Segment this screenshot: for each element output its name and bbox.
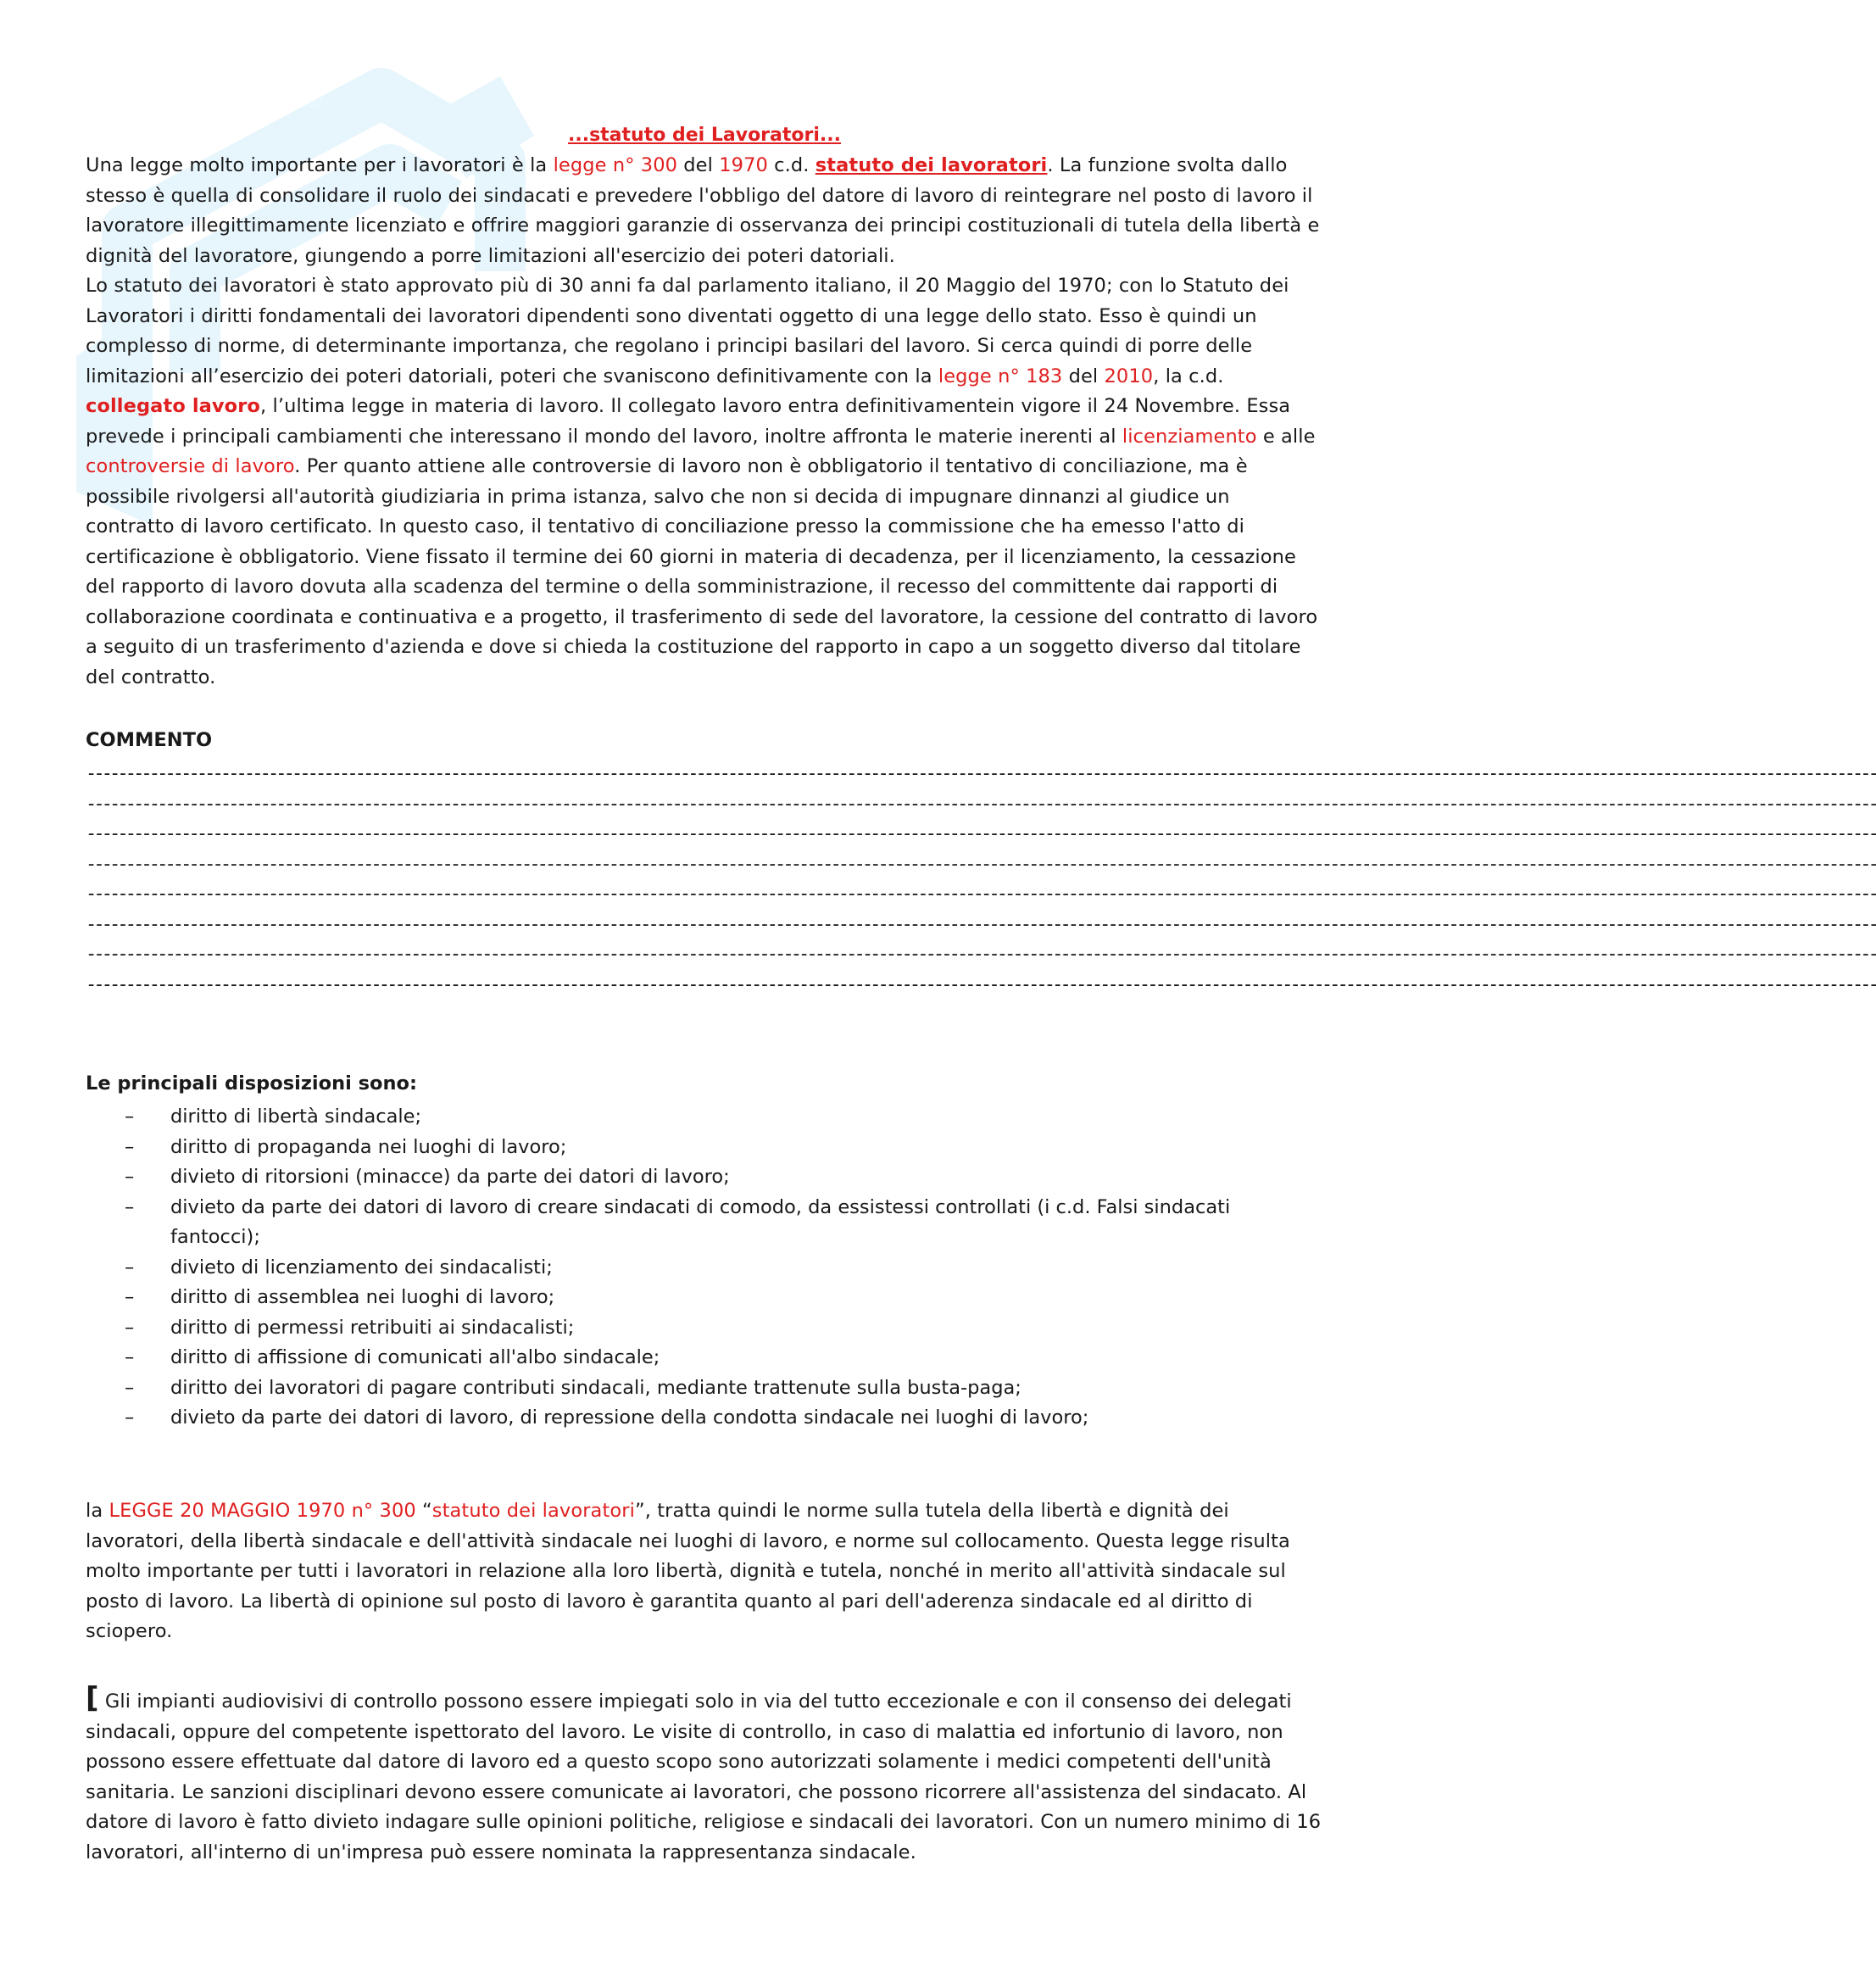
list-item: – divieto da parte dei datori di lavoro, di repressione della condotta sindacale nei luoghi di lavoro; <box>86 1403 1323 1434</box>
list-item: – diritto dei lavoratori di pagare contributi sindacali, mediante trattenute sulla busta-paga; <box>86 1373 1323 1404</box>
comment-line: ---------------------------------------------------------------------------------------------------------------------------------------------------------------------------------------------------------------------------------- <box>86 763 1876 784</box>
comment-lines <box>86 759 1876 1000</box>
list-dash: – <box>125 1376 135 1399</box>
open-bracket: [ <box>86 1681 99 1715</box>
comment-line: ---------------------------------------------------------------------------------------------------------------------------------------------------------------------------------------------------------------------------------- <box>86 944 1876 965</box>
list-item: – diritto di libertà sindacale; <box>86 1102 1323 1133</box>
comment-line: ---------------------------------------------------------------------------------------------------------------------------------------------------------------------------------------------------------------------------------- <box>86 883 1876 905</box>
controls-paragraph: [ Gli impianti audiovisivi di controllo possono essere impiegati solo in via del tutto eccezionale e con il consenso dei delegati sindacali, oppure del competente ispettorato del lavoro. Le visite di controllo, in caso di malattia ed infortunio di lavoro, non possono essere effettuate dal datore di lavoro ed a questo scopo sono autorizzati solamente i medici competenti dell'unità sanitaria. Le sanzioni disciplinari devono essere comunicate ai lavoratori, che possono ricorrere all'assistenza del sindacato. Al datore di lavoro è fatto divieto indagare sulle opinioni politiche, religiose e sindacali dei lavoratori. Con un numero minimo di 16 lavoratori, all'interno di un'impresa può essere nominata la rappresentanza sindacale. <box>86 1681 1322 1863</box>
statute-paragraph: Lo statuto dei lavoratori è stato approvato più di 30 anni fa dal parlamento italiano, il 20 Maggio del 1970; con lo Statuto dei Lavoratori i diritti fondamentali dei lavoratori dipendenti sono diventati oggetto di una legge dello stato. Esso è quindi un complesso di norme, di determinante importanza, che regolano i principi basilari del lavoro. Si cerca quindi di porre delle limitazioni all’esercizio dei poteri datoriali, poteri che svaniscono definitivamente con la legge n° 183 del 2010, la c.d. collegato lavoro, l’ultima legge in materia di lavoro. Il collegato lavoro entra definitivamentein vigore il 24 Novembre. Essa prevede i principali cambiamenti che interessano il mondo del lavoro, inoltre affronta le materie inerenti al licenziamento e alle controversie di lavoro. Per quanto attiene alle controversie di lavoro non è obbligatorio il tentativo di conciliazione, ma è possibile rivolgersi all'autorità giudiziaria in prima istanza, salvo che non si decida di impugnare dinnanzi al giudice un contratto di lavoro certificato. In questo caso, il tentativo di conciliazione presso la commissione che ha emesso l'atto di certificazione è obbligatorio. Viene fissato il termine dei 60 giorni in materia di decadenza, per il licenziamento, la cessazione del rapporto di lavoro dovuta alla scadenza del termine o della somministrazione, il recesso del committente dai rapporti di collaborazione coordinata e continuativa e a progetto, il trasferimento di sede del lavoratore, la cessione del contratto di lavoro a seguito di un trasferimento d'azienda e dove si chieda la costituzione del rapporto in capo a un soggetto diverso dal titolare del contratto. <box>86 275 1318 688</box>
list-dash: – <box>125 1256 135 1278</box>
provisions-list <box>86 1102 1323 1434</box>
list-dash: – <box>125 1286 135 1308</box>
comment-line: ---------------------------------------------------------------------------------------------------------------------------------------------------------------------------------------------------------------------------------- <box>86 823 1876 844</box>
list-dash: – <box>125 1166 135 1188</box>
list-item: – diritto di permessi retribuiti ai sindacalisti; <box>86 1313 1323 1344</box>
document-title: ...statuto dei Lavoratori... <box>568 125 841 146</box>
list-item: – divieto di ritorsioni (minacce) da parte dei datori di lavoro; <box>86 1162 1323 1193</box>
list-dash: – <box>125 1135 135 1158</box>
list-dash: – <box>125 1106 135 1128</box>
list-item: – divieto di licenziamento dei sindacalisti; <box>86 1253 1323 1284</box>
list-item: – diritto di assemblea nei luoghi di lavoro; <box>86 1283 1323 1313</box>
comment-heading: COMMENTO <box>86 729 213 751</box>
comment-line: ---------------------------------------------------------------------------------------------------------------------------------------------------------------------------------------------------------------------------------- <box>86 913 1876 935</box>
list-item: – divieto da parte dei datori di lavoro di creare sindacati di comodo, da essistessi controllati (i c.d. Falsi sindacati fantocci); <box>86 1193 1323 1253</box>
list-dash: – <box>125 1316 135 1339</box>
intro-paragraph: Una legge molto importante per i lavoratori è la legge n° 300 del 1970 c.d. statuto dei lavoratori. La funzione svolta dallo stesso è quella di consolidare il ruolo dei sindacati e prevedere l'obbligo del datore di lavoro di reintegrare nel posto di lavoro il lavoratore illegittimamente licenziato e offrire maggiori garanzie di osservanza dei principi costituzionali di tutela della libertà e dignità del lavoratore, giungendo a porre limitazioni all'esercizio dei poteri datoriali. <box>86 154 1320 267</box>
provisions-heading: Le principali disposizioni sono: <box>86 1072 417 1095</box>
comment-line: ---------------------------------------------------------------------------------------------------------------------------------------------------------------------------------------------------------------------------------- <box>86 853 1876 875</box>
comment-line: ---------------------------------------------------------------------------------------------------------------------------------------------------------------------------------------------------------------------------------- <box>86 793 1876 815</box>
comment-line: ---------------------------------------------------------------------------------------------------------------------------------------------------------------------------------------------------------------------------------- <box>86 973 1876 995</box>
list-item: – diritto di affissione di comunicati all'albo sindacale; <box>86 1343 1323 1373</box>
list-dash: – <box>125 1406 135 1429</box>
law-summary-paragraph: la LEGGE 20 MAGGIO 1970 n° 300 “statuto dei lavoratori”, tratta quindi le norme sulla tutela della libertà e dignità dei lavoratori, della libertà sindacale e dell'attività sindacale nei luoghi di lavoro, e norme sul collocamento. Questa legge risulta molto importante per tutti i lavoratori in relazione alla loro libertà, dignità e tutela, nonché in merito all'attività sindacale sul posto di lavoro. La libertà di opinione sul posto di lavoro è garantita quanto al pari dell'aderenza sindacale ed al diritto di sciopero. <box>86 1500 1290 1642</box>
list-dash: – <box>125 1195 135 1218</box>
list-item: – diritto di propaganda nei luoghi di lavoro; <box>86 1133 1323 1163</box>
list-dash: – <box>125 1346 135 1368</box>
